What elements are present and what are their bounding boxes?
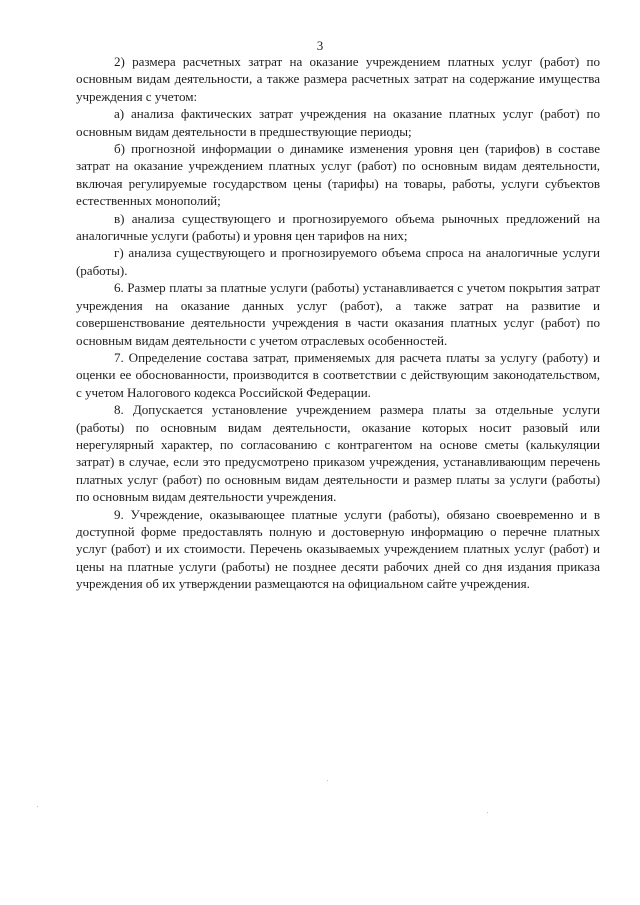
paragraph-clause-7: 7. Определение состава затрат, применяемых для расчета платы за услугу (работу) и оценки ее обоснованности, производится в соответствии с действующим законодательством, с учетом Налогового кодекса Российской Федерации.	[76, 349, 600, 400]
scan-speck	[327, 780, 328, 781]
paragraph-item-2: 2) размера расчетных затрат на оказание учреждением платных услуг (работ) по основным видам деятельности, а также размера расчетных затрат на содержание имущества учреждения с учетом:	[76, 54, 600, 104]
paragraph-subitem-g: г) анализа существующего и прогнозируемого объема спроса на аналогичные услуги (работы).	[76, 245, 600, 278]
paragraph-clause-6: 6. Размер платы за платные услуги (работы) устанавливается с учетом покрытия затрат учреждения на оказание данных услуг (работ), а также затрат на развитие и совершенствование деятельности учреждения в части оказания платных услуг (работ) по основным видам деятельности с учетом отраслевых особенностей.	[76, 280, 600, 348]
paragraph-subitem-a: а) анализа фактических затрат учреждения на оказание платных услуг (работ) по основным видам деятельности в предшествующие периоды;	[76, 106, 600, 139]
paragraph-subitem-b: б) прогнозной информации о динамике изменения уровня цен (тарифов) в составе затрат на оказание учреждением платных услуг (работ) по основным видам деятельности, включая регулируемые государством цены (тарифы) на товары, работы, услуги субъектов естественных монополий;	[76, 141, 600, 209]
scan-speck	[487, 812, 488, 813]
document-body	[76, 53, 600, 593]
paragraph-subitem-v: в) анализа существующего и прогнозируемого объема рыночных предложений на аналогичные услуги (работы) и уровня цен тарифов на них;	[76, 210, 600, 244]
page-number: 3	[316, 38, 324, 53]
paragraph-clause-9: 9. Учреждение, оказывающее платные услуги (работы), обязано своевременно и в доступной форме предоставлять полную и достоверную информацию о перечне платных услуг (работ) и их стоимости. Перечень оказываемых учреждением платных услуг (работ) и цены на платные услуги (работы) не позднее десяти рабочих дней со дня издания приказа учреждения об их утверждении размещаются на официальном сайте учреждения.	[76, 506, 600, 592]
scan-speck	[37, 806, 38, 807]
paragraph-clause-8: 8. Допускается установление учреждением размера платы за отдельные услуги (работы) по основным видам деятельности, оказание которых носит разовый или нерегулярный характер, по согласованию с контрагентом на основе сметы (калькуляции затрат) в случае, если это предусмотрено приказом учреждения, устанавливающим перечень платных услуг (работ) по основным видам деятельности и размер платы за услуги (работы) по основным видам деятельности учреждения.	[76, 402, 600, 505]
